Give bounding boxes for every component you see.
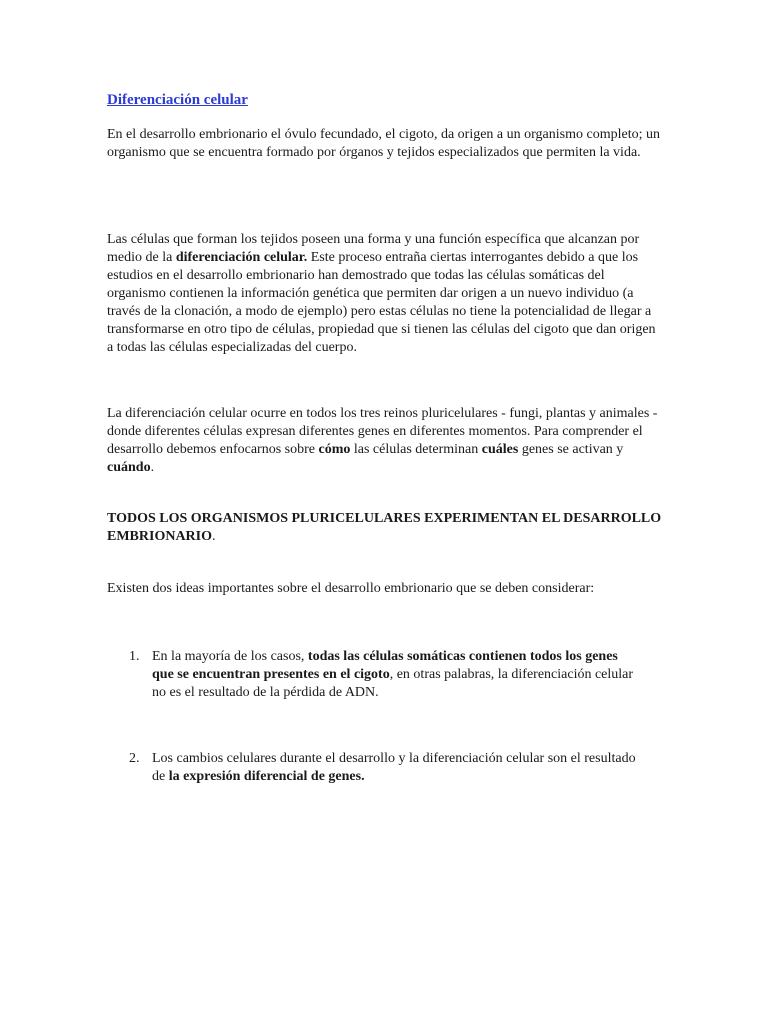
paragraph-cells-bold: diferenciación celular. bbox=[175, 250, 308, 265]
paragraph-intro: En el desarrollo embrionario el óvulo fecundado, el cigoto, da origen a un organismo completo; un organismo que se encuentra formado por órganos y tejidos especializados que permiten la vida. bbox=[107, 127, 660, 160]
section-heading-bold: TODOS LOS ORGANISMOS PLURICELULARES EXPERIMENTAN EL DESARROLLO EMBRIONARIO bbox=[107, 511, 662, 544]
paragraph-cells-text-a: Las células que forman los tejidos poseen una forma y una función específica que alcanzan por medio de la bbox=[107, 232, 640, 265]
paragraph-ideas-intro: Existen dos ideas importantes sobre el desarrollo embrionario que se deben considerar: bbox=[107, 581, 595, 596]
list-text-1 bbox=[129, 648, 639, 702]
list-2-text-a: Los cambios celulares durante el desarrollo y la diferenciación celular son el resultado de bbox=[152, 751, 636, 784]
paragraph-kingdoms-bold-cuando: cuándo bbox=[107, 460, 151, 475]
list-1-text-a: En la mayoría de los casos, bbox=[152, 649, 308, 664]
page-title-link[interactable]: Diferenciación celular bbox=[107, 92, 248, 108]
paragraph-kingdoms-bold-como: cómo bbox=[318, 442, 351, 457]
list-item-2 bbox=[129, 750, 639, 786]
section-heading-tail: . bbox=[212, 529, 216, 544]
list-1-text-c: , en otras palabras, la diferenciación celular no es el resultado de la pérdida de ADN. bbox=[152, 667, 634, 700]
paragraph-kingdoms-text-a: La diferenciación celular ocurre en todos los tres reinos pluricelulares - fungi, plantas y animales - donde diferentes células expresan diferentes genes en diferentes momentos. Para comprender el desarrollo debemos enfocarnos sobre bbox=[107, 406, 658, 457]
list-text-2 bbox=[129, 750, 639, 786]
paragraph-cells-text-c: Este proceso entraña ciertas interrogantes debido a que los estudios en el desarrollo embrionario han demostrado que todas las células somáticas del organismo contienen la información genética que permiten dar origen a un nuevo individuo (a través de la clonación, a modo de ejemplo) pero estas células no tiene la potencialidad de llegar a transformarse en otro tipo de células, propiedad que si tienen las células del cigoto que dan origen a todas las células especializadas del cuerpo. bbox=[107, 250, 656, 355]
list-1-bold: todas las células somáticas contienen todos los genes que se encuentran presentes en el cigoto bbox=[152, 649, 618, 682]
paragraph-cells bbox=[107, 231, 662, 357]
paragraph-kingdoms-text-c: las células determinan bbox=[350, 442, 482, 457]
paragraph-kingdoms-text-g: . bbox=[150, 460, 155, 475]
paragraph-kingdoms-bold-cuales: cuáles bbox=[481, 442, 519, 457]
list-item-1 bbox=[129, 648, 639, 702]
list-2-bold: la expresión diferencial de genes. bbox=[168, 769, 365, 784]
section-heading bbox=[107, 510, 662, 546]
list-number-2: 2. bbox=[129, 751, 140, 766]
paragraph-kingdoms-text-e: genes se activan y bbox=[518, 442, 624, 457]
paragraph-kingdoms bbox=[107, 405, 662, 477]
list-number-1: 1. bbox=[129, 649, 140, 664]
